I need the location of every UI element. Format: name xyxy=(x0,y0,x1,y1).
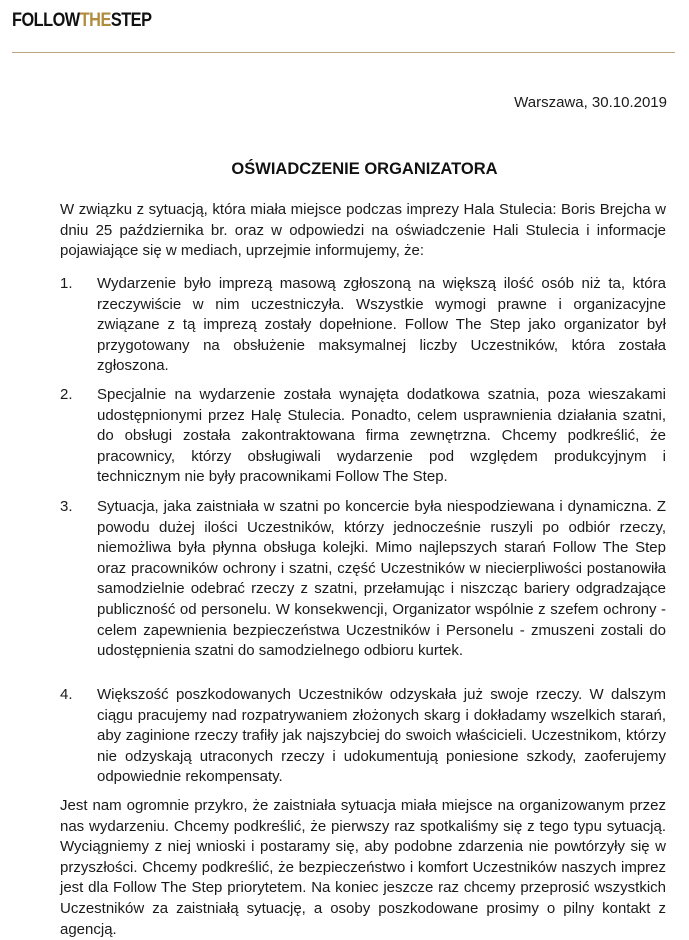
closing-paragraph: Jest nam ogromnie przykro, że zaistniała sytuacja miała miejsce na organizowanym przez nas wydarzeniu. Chcemy podkreślić, że pierwszy raz spotkaliśmy się z tego typu sytuacją. Wyciągniemy z niej wnioski i postaramy się, aby podobne zdarzenia nie powtórzyły się w przyszłości. Chcemy podkreślić, że bezpieczeństwo i komfort Uczestników naszych imprez jest dla Follow The Step priorytetem. Na koniec jeszcze raz chcemy przeprosić wszystkich Uczestników za zaistniałą sytuację, a osoby poszkodowane prosimy o pilny kontakt z agencją. xyxy=(60,797,666,938)
logo-part-the: THE xyxy=(79,10,111,31)
item-3-number: 3. xyxy=(60,498,73,515)
document-date: Warszawa, 30.10.2019 xyxy=(514,94,667,111)
item-3-text: Sytuacja, jaka zaistniała w szatni po koncercie była niespodziewana i dynamiczna. Z powodu dużej ilości Uczestników, którzy jednocześnie ruszyli po odbiór rzeczy, niemożliwa była płynna obsługa kolejki. Mimo najlepszych starań Follow The Step oraz pracowników ochrony i szatni, część Uczestników w niecierpliwości postanowiła samodzielnie odebrać rzeczy z szatni, przełamując i niszcząc bariery odgradzające publiczność od personelu. W konsekwencji, Organizator wspólnie z szefem ochrony - celem zapewnienia bezpieczeństwa Uczestników i Personelu - zmuszeni zostali do udostępnienia szatni do samodzielnego odbioru kurtek. xyxy=(97,498,666,660)
item-4-number: 4. xyxy=(60,686,73,703)
brand-logo xyxy=(12,8,151,34)
item-4-text: Większość poszkodowanych Uczestników odzyskała już swoje rzeczy. W dalszym ciągu pracujemy nad rozpatrywaniem złożonych skarg i dokładamy wszelkich starań, aby zaginione rzeczy trafiły jak najszybciej do swoich właścicieli. Uczestnikom, którzy nie odzyskają utraconych rzeczy i udokumentują poniesione szkody, zaoferujemy odpowiednie rekompensaty. xyxy=(97,686,666,786)
document-title: OŚWIADCZENIE ORGANIZATORA xyxy=(231,160,498,178)
header-divider xyxy=(12,52,675,53)
letterhead xyxy=(12,8,675,54)
item-2-number: 2. xyxy=(60,386,73,403)
item-1-text: Wydarzenie było imprezą masową zgłoszoną na większą ilość osób niż ta, która rzeczywiście w nim uczestniczyła. Wszystkie wymogi prawne i organizacyjne związane z tą imprezą zostały dopełnione. Follow The Step jako organizator był przygotowany na obsłużenie maksymalnej liczby Uczestników, która została zgłoszona. xyxy=(97,275,666,375)
item-2-text: Specjalnie na wydarzenie została wynajęta dodatkowa szatnia, poza wieszakami udostępnionymi przez Halę Stulecia. Ponadto, celem usprawnienia działania szatni, do obsługi została zakontraktowana firma zewnętrzna. Chcemy podkreślić, że pracownicy, którzy obsługiwali wydarzenie pod względem produkcyjnym i technicznym nie były pracownikami Follow The Step. xyxy=(97,386,666,486)
logo-part-follow: FOLLOW xyxy=(12,10,80,31)
item-1-number: 1. xyxy=(60,275,73,292)
logo-part-step: STEP xyxy=(110,10,152,31)
intro-paragraph: W związku z sytuacją, która miała miejsce podczas imprezy Hala Stulecia: Boris Brejcha w dniu 25 października br. oraz w odpowiedzi na oświadczenie Hali Stulecia i informacje pojawiające się w mediach, uprzejmie informujemy, że: xyxy=(60,201,666,260)
